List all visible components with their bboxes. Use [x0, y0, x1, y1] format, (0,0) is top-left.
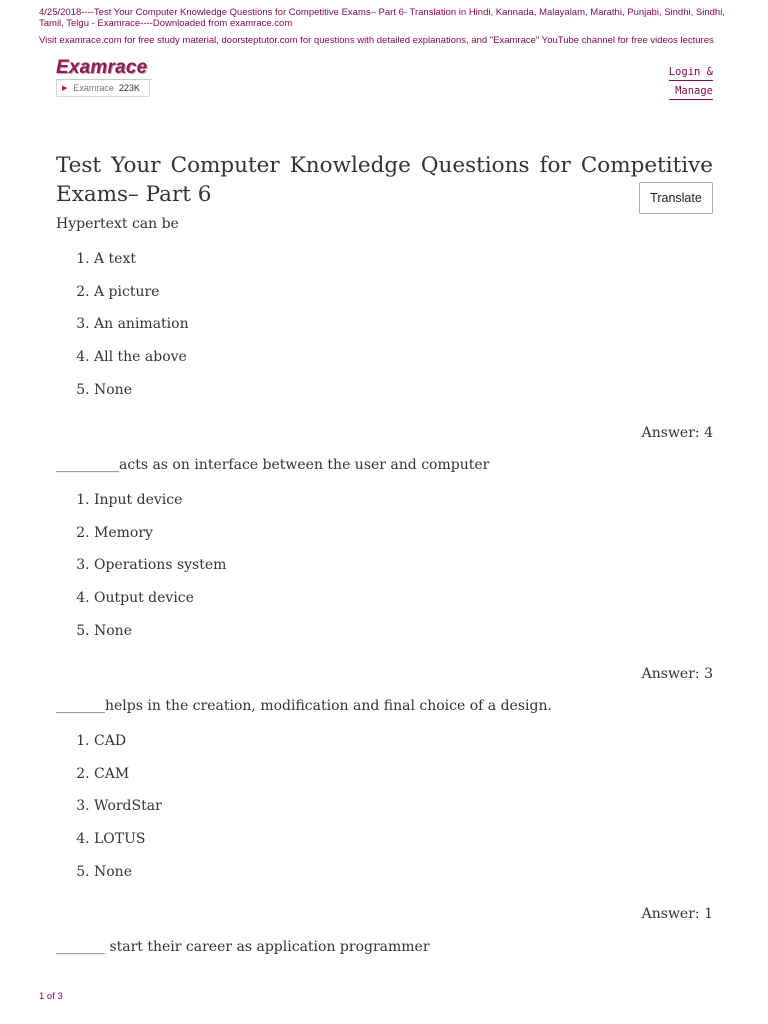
list-item: 4. All the above [94, 347, 189, 380]
list-item: 5. None [94, 621, 226, 654]
page-title: Test Your Computer Knowledge Questions for Competitive Exams– Part 6 [56, 153, 713, 207]
question-2-text: _________acts as on interface between the user and computer [56, 457, 490, 473]
list-item: 4. LOTUS [94, 829, 162, 862]
list-item: 1. CAD [94, 731, 162, 764]
question-1-options [56, 249, 189, 412]
translate-button[interactable]: Translate [639, 182, 713, 214]
login-manage-link[interactable] [669, 65, 713, 103]
list-item: 2. Memory [94, 523, 226, 556]
question-2-answer: Answer: 3 [641, 666, 713, 682]
login-link-line1[interactable]: Login & [669, 65, 713, 81]
list-item: 5. None [94, 862, 162, 895]
question-3-options [56, 731, 162, 894]
question-1-text: Hypertext can be [56, 216, 179, 232]
print-header-title: 4/25/2018----Test Your Computer Knowledge Questions for Competitive Exams– Part 6- Translation in Hindi, Kannada, Malayalam, Marathi, Punjabi, Sindhi, Sindhi, Tamil, Telgu - Examrace----Downloaded from examrace.com [39, 7, 725, 29]
list-item: 3. Operations system [94, 555, 226, 588]
youtube-channel-name: Examrace [73, 82, 114, 93]
list-item: 4. Output device [94, 588, 226, 621]
list-item: 1. A text [94, 249, 189, 282]
list-item: 3. WordStar [94, 796, 162, 829]
list-item: 1. Input device [94, 490, 226, 523]
examrace-logo[interactable]: Examrace [56, 57, 148, 78]
question-3-text: _______helps in the creation, modification and final choice of a design. [56, 698, 552, 714]
login-link-line2[interactable]: Manage [669, 84, 713, 100]
page-counter: 1 of 3 [39, 991, 63, 1002]
youtube-subscribe-widget[interactable] [56, 79, 150, 97]
list-item: 3. An animation [94, 314, 189, 347]
list-item: 2. CAM [94, 764, 162, 797]
print-header-notice: Visit examrace.com for free study material, doorsteptutor.com for questions with detailed explanations, and "Examrace" YouTube channel for free videos lectures [39, 35, 714, 46]
question-2-options [56, 490, 226, 653]
play-icon: ▶ [62, 84, 68, 92]
print-header [39, 8, 739, 47]
list-item: 2. A picture [94, 282, 189, 315]
question-1-answer: Answer: 4 [641, 425, 713, 441]
youtube-subscriber-count: 223K [118, 82, 140, 93]
question-3-answer: Answer: 1 [641, 906, 713, 922]
list-item: 5. None [94, 380, 189, 413]
question-4-text: _______ start their career as application programmer [56, 939, 430, 955]
